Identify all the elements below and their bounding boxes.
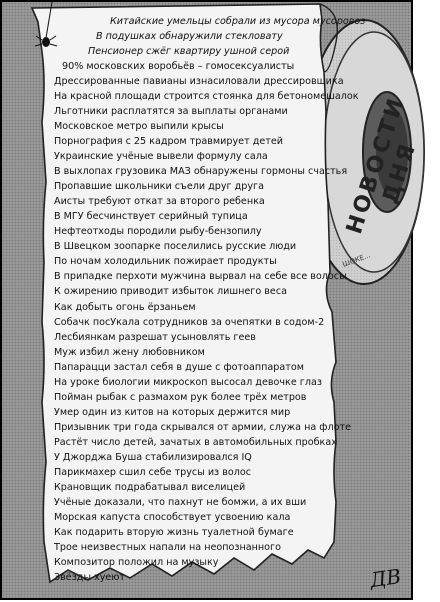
headline-line: По ночам холодильник пожирает продукты [54,256,277,267]
headline-line: Трое неизвестных напали на неопознанного [54,542,281,553]
headline-line: Лесбиянкам разрешат усыновлять геев [54,332,256,343]
headline-line: Московское метро выпили крысы [54,121,224,132]
headline-line: В подушках обнаружили стекловату [96,31,283,42]
headline-list [2,2,415,602]
headline-line: Папарацци застал себя в душе с фотоаппаратом [54,362,304,373]
headline-line: Дрессированные павианы изнасиловали дрессировщика [54,76,344,87]
headline-line: Парикмахер сшил себе трусы из волос [54,467,252,478]
headline-line: Морская капуста способствует усвоению кала [54,512,291,523]
headline-line: Муж избил жену любовником [54,347,205,358]
headline-line: Китайские умельцы собрали из мусора мусоровоз [110,16,366,27]
roll-title: НОВОСТИ ДНЯ [342,93,422,238]
headline-line: В МГУ бесчинствует серийный тупица [54,211,248,222]
headline-line: Призывник три года скрывался от армии, служа на флоте [54,422,351,433]
headline-line: На уроке биологии микроскоп высосал девочке глаз [54,377,322,388]
headline-line: Умер один из китов на которых держится мир [54,407,291,418]
headline-line: Как подарить вторую жизнь туалетной бумаге [54,527,294,538]
headline-line: Учёные доказали, что пахнут не бомжи, а их вши [54,497,307,508]
headline-line: В Швецком зоопарке поселились русские люди [54,241,297,252]
headline-line: Аисты требуют откат за второго ребенка [54,196,265,207]
headline-line: Льготники расплатятся за выплаты органами [54,106,288,117]
headline-line: К ожирению приводит избыток лишнего веса [54,286,287,297]
artist-signature: ДВ [368,563,403,593]
headline-line: Растёт число детей, зачатых в автомобильных пробках [54,437,337,448]
headline-line: У Джорджа Буша стабилизировался IQ [54,452,252,463]
headline-line: Пойман рыбак с размахом рук более трёх метров [54,392,307,403]
headline-line: Нефтеотходы породили рыбу-бензопилу [54,226,262,237]
headline-line: Композитор положил на музыку [54,557,219,568]
headline-line: Крановщик подрабатывал виселицей [54,482,246,493]
headline-line: Как добыть огонь ёрзаньем [54,302,196,313]
headline-line: На красной площади строится стоянка для бетономешалок [54,91,359,102]
headline-line: 90% московских воробьёв – гомосексуалисты [62,61,295,72]
headline-line: Звёзды хуеют [54,572,125,583]
headline-line: Украинские учёные вывели формулу сала [54,151,268,162]
headline-line: В выхлопах грузовика МАЗ обнаружены гормоны счастья [54,166,348,177]
headline-line: Пенсионер сжёг квартиру ушной серой [88,46,290,57]
headline-line: Пропавшие школьники съели друг друга [54,181,264,192]
headline-line: Собачк посУкала сотрудников за очепятки в содом-2 [54,317,325,328]
roll-small-text: ШОКЕ... [341,251,372,269]
headline-line: Порнография с 25 кадром травмирует детей [54,136,283,147]
headline-line: В припадке перхоти мужчина вырвал на себе все волосы [54,271,347,282]
